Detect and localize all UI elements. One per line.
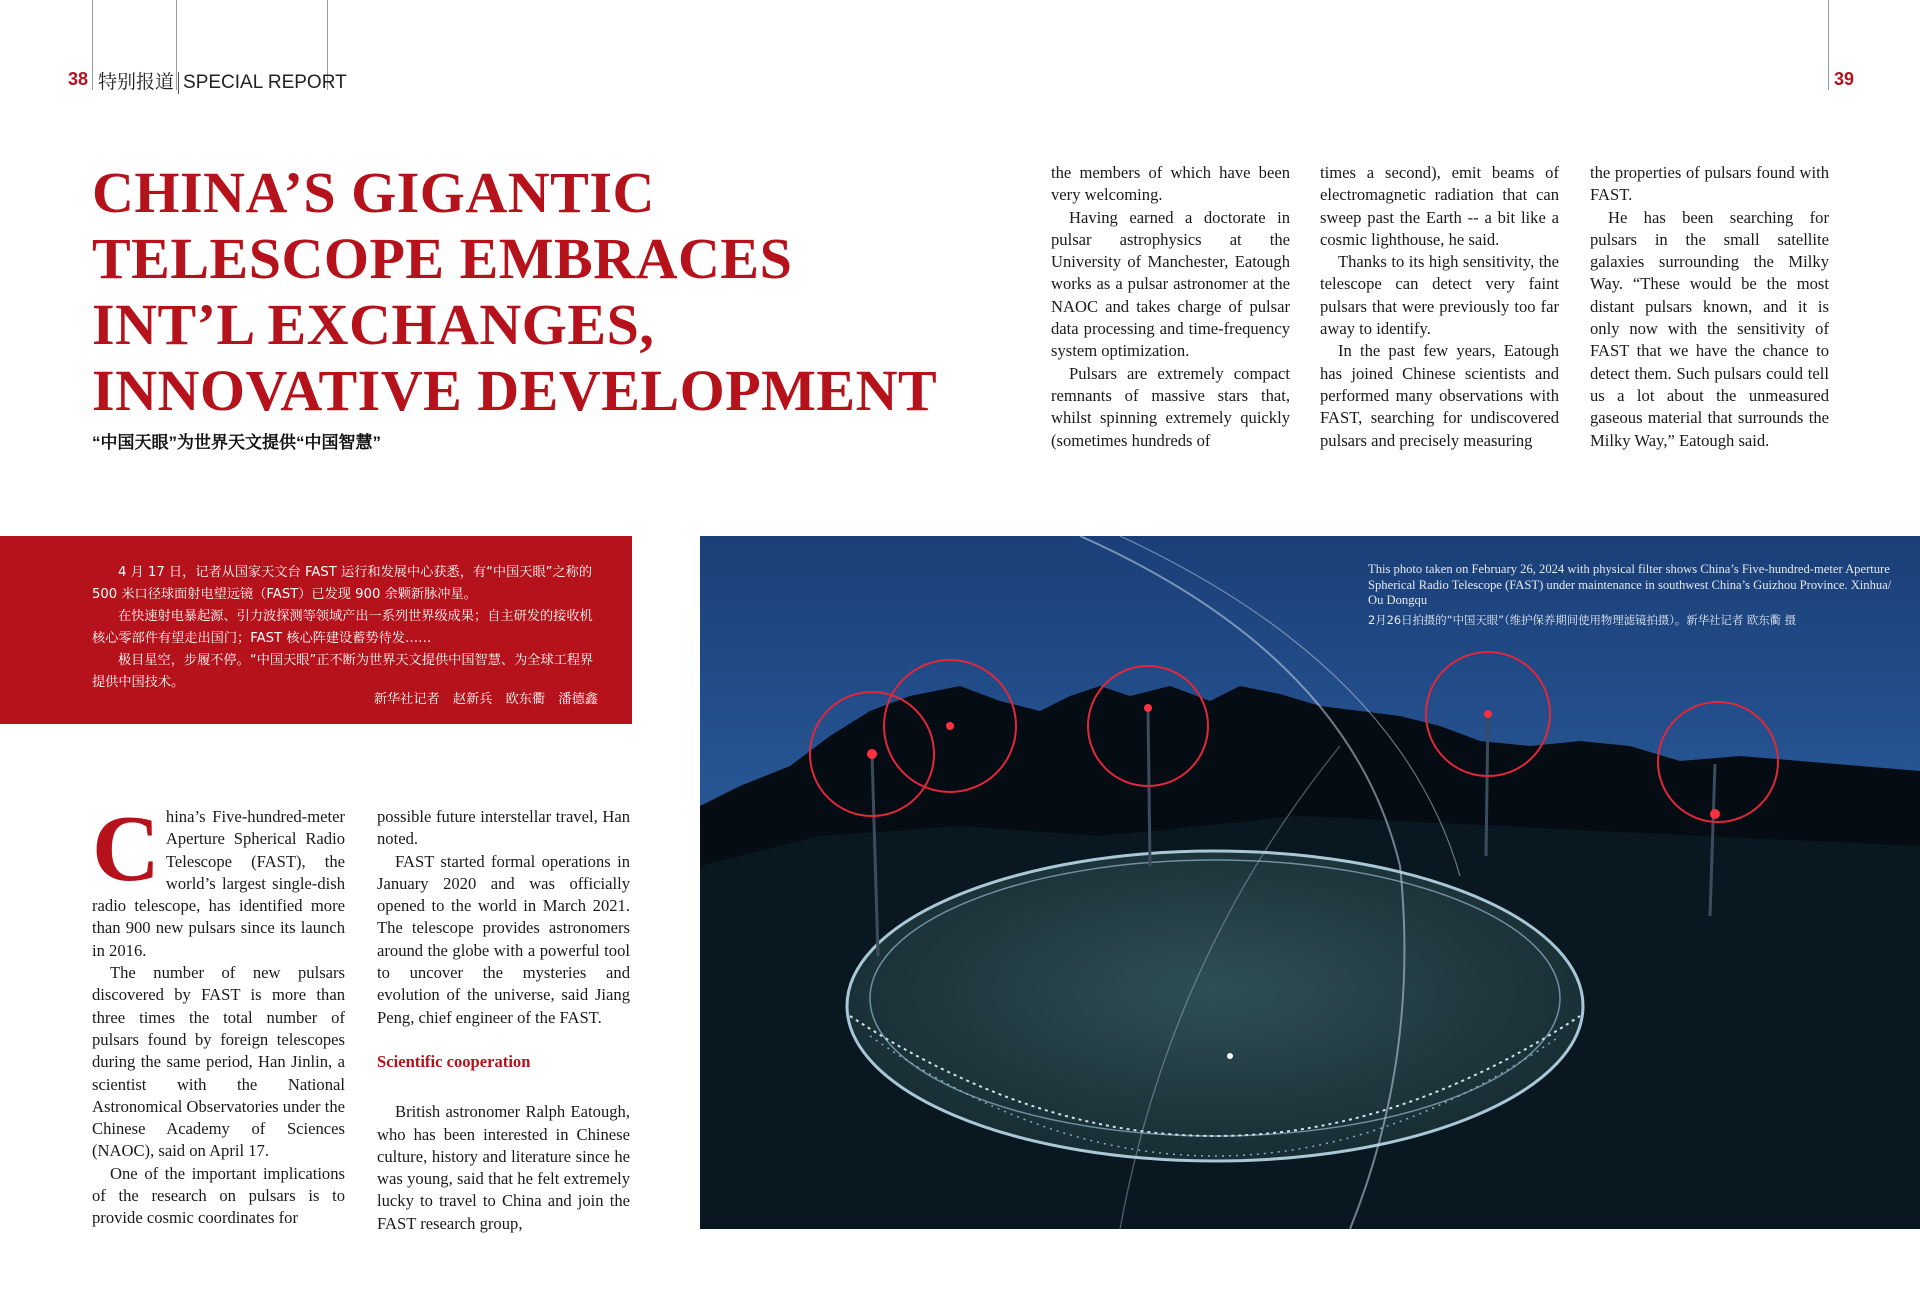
telescope-illustration	[700, 536, 1920, 1229]
photo-caption	[1368, 562, 1898, 628]
article-paragraph: British astronomer Ralph Eatough, who has been interested in Chinese culture, history and literature since he was young, said that he felt extremely lucky to travel to China and join the FAST research group,	[377, 1102, 630, 1233]
header-rule-left	[92, 0, 93, 90]
headline-line: CHINA’S GIGANTIC	[92, 160, 655, 225]
support-tower	[1148, 708, 1150, 866]
article-paragraph: the members of which have been very welcoming.	[1051, 163, 1290, 205]
article-paragraph: He has been searching for pulsars in the small satellite galaxies surrounding the Milky Way. “These would be the most distant pulsars known, and it is only now with the sensitivity of FAST that we have the chance to detect them. Such pulsars could tell us a lot about the unmeasured gaseous material that surrounds the Milky Way,” Eatough said.	[1590, 207, 1829, 450]
article-paragraph: Having earned a doctorate in pulsar astrophysics at the University of Manchester, Eatough works as a pulsar astronomer at the NAOC and takes charge of pulsar data processing and time-frequency system optimization.	[1051, 207, 1290, 361]
article-paragraph: possible future interstellar travel, Han noted.	[377, 807, 630, 849]
tower-light	[867, 749, 877, 759]
section-divider	[178, 72, 179, 94]
article-paragraph: FAST started formal operations in January 2020 and was officially opened to the world in March 2021. The telescope provides astronomers around the globe with a powerful tool to uncover the mysteries and evolution of the universe, said Jiang Peng, chief engineer of the FAST.	[377, 851, 630, 1027]
headline	[92, 160, 938, 424]
drop-cap: C	[92, 797, 160, 901]
article-column-5	[1590, 162, 1829, 452]
headline-line: INNOVATIVE DEVELOPMENT	[92, 358, 938, 423]
headline-line: TELESCOPE EMBRACES	[92, 226, 793, 291]
photo-caption-cn: 2月26日拍摄的“中国天眼”（维护保养期间使用物理滤镜拍摄）。新华社记者 欧东衢 摄	[1368, 612, 1797, 627]
summary-paragraph: 4 月 17 日，记者从国家天文台 FAST 运行和发展中心获悉，有“中国天眼”之称的 500 米口径球面射电望远镜（FAST）已发现 900 余颗新脉冲星。	[92, 565, 593, 602]
photo-caption-en: This photo taken on February 26, 2024 with physical filter shows China’s Five-hundred-meter Aperture Spherical Radio Telescope (FAST) under maintenance in southwest China’s Guizhou Province. Xinhua/ Ou Dongqu	[1368, 562, 1892, 607]
article-paragraph: Pulsars are extremely compact remnants of massive stars that, whilst spinning extremely quickly (sometimes hundreds of	[1051, 363, 1290, 450]
summary-paragraph: 极目星空，步履不停。“中国天眼”正不断为世界天文提供中国智慧、为全球工程界提供中国技术。	[92, 653, 594, 690]
tower-light	[946, 722, 954, 730]
summary-box	[0, 536, 632, 724]
tower-light	[1484, 710, 1492, 718]
summary-text	[92, 562, 602, 694]
article-subheading: Scientific cooperation	[377, 1051, 531, 1071]
article-paragraph: hina’s Five-hundred-meter Aperture Spherical Radio Telescope (FAST), the world’s largest single-dish radio telescope, has identified more than 900 new pulsars since its launch in 2016.	[92, 807, 345, 960]
summary-paragraph: 在快速射电暴起源、引力波探测等领域产出一系列世界级成果；自主研发的接收机核心零部件有望走出国门；FAST 核心阵建设蓄势待发……	[92, 609, 593, 646]
tower-light	[1710, 809, 1720, 819]
article-paragraph: One of the important implications of the research on pulsars is to provide cosmic coordinates for	[92, 1163, 345, 1228]
headline-line: INT’L EXCHANGES,	[92, 292, 655, 357]
article-column-2	[377, 806, 630, 1235]
article-paragraph: In the past few years, Eatough has joined Chinese scientists and performed many observations with FAST, searching for undiscovered pulsars and precisely measuring	[1320, 341, 1559, 450]
article-column-1	[92, 797, 345, 1230]
subtitle-cn: “中国天眼”为世界天文提供“中国智慧”	[92, 433, 381, 452]
support-tower	[1486, 714, 1488, 856]
section-label-cn: 特别报道	[98, 72, 175, 93]
page-number-right: 39	[1834, 69, 1855, 89]
section-label-en: SPECIAL REPORT	[183, 72, 347, 93]
page-number-left: 38	[68, 69, 89, 89]
article-paragraph: the properties of pulsars found with FAST.	[1590, 163, 1829, 205]
summary-byline: 新华社记者 赵新兵 欧东衢 潘德鑫	[373, 692, 598, 707]
header-rule-right	[1828, 0, 1829, 90]
receiver-light	[1227, 1053, 1233, 1059]
article-paragraph: Thanks to its high sensitivity, the telescope can detect very faint pulsars that were previously too far away to identify.	[1320, 252, 1559, 339]
tower-light	[1144, 704, 1152, 712]
section-label	[98, 67, 347, 94]
dish-rim	[847, 851, 1583, 1161]
article-column-4	[1320, 162, 1559, 452]
article-paragraph: times a second), emit beams of electromagnetic radiation that can sweep past the Earth -- a bit like a cosmic lighthouse, he said.	[1320, 163, 1559, 249]
telescope-photo	[700, 536, 1920, 1229]
article-paragraph: The number of new pulsars discovered by FAST is more than three times the total number of pulsars found by foreign telescopes during the same period, Han Jinlin, a scientist with the National Astronomical Observatories under the Chinese Academy of Sciences (NAOC), said on April 17.	[92, 963, 345, 1161]
article-column-3	[1051, 162, 1290, 452]
